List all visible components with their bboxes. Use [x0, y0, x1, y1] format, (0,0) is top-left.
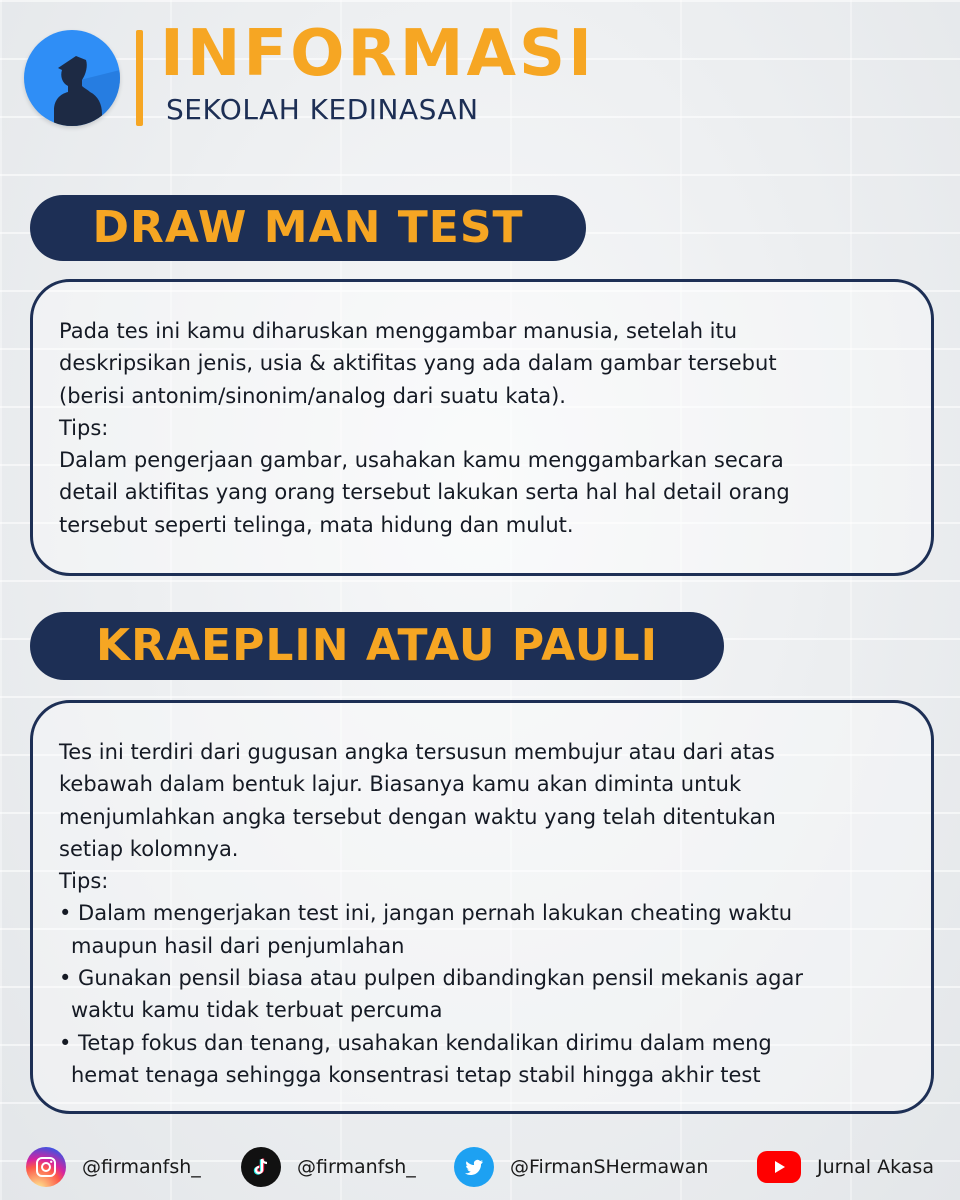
- youtube-icon: [757, 1151, 801, 1183]
- bullet-text: • Gunakan pensil biasa atau pulpen dibandingkan pensil mekanis agar: [59, 966, 803, 991]
- bullet-text: • Tetap fokus dan tenang, usahakan kendalikan dirimu dalam meng: [59, 1030, 772, 1055]
- section-card-kraeplin: [30, 700, 934, 1114]
- section-heading-label: DRAW MAN TEST: [92, 202, 524, 253]
- body-line: Dalam pengerjaan gambar, usahakan kamu menggambarkan secara: [59, 448, 784, 473]
- body-line: Pada tes ini kamu diharuskan menggambar manusia, setelah itu: [59, 319, 738, 343]
- footer-handle: @FirmanSHermawan: [510, 1156, 709, 1178]
- footer-tiktok[interactable]: [241, 1146, 416, 1188]
- page-subtitle: SEKOLAH KEDINASAN: [166, 93, 479, 126]
- section-body: [59, 736, 919, 1091]
- section-body: [59, 315, 915, 541]
- tip-bullet: [59, 897, 919, 962]
- footer-twitter[interactable]: [454, 1146, 708, 1188]
- section-heading-draw-man-test: [30, 195, 586, 261]
- bullet-text-continued: hemat tenaga sehingga konsentrasi tetap stabil hingga akhir test: [71, 1062, 761, 1087]
- footer-handle: @firmanfsh_: [297, 1156, 416, 1178]
- bullet-text-continued: maupun hasil dari penjumlahan: [71, 933, 405, 958]
- footer-youtube[interactable]: [757, 1146, 934, 1188]
- body-line: tersebut seperti telinga, mata hidung dan mulut.: [59, 512, 574, 537]
- section-heading-label: KRAEPLIN ATAU PAULI: [96, 620, 658, 671]
- bullet-text: • Dalam mengerjakan test ini, jangan pernah lakukan cheating waktu: [59, 901, 793, 926]
- tip-bullet: [59, 1027, 919, 1092]
- body-line: menjumlahkan angka tersebut dengan waktu yang telah ditentukan: [59, 804, 776, 829]
- tips-label: Tips:: [59, 869, 109, 894]
- header-divider: [136, 30, 143, 126]
- footer-handle: Jurnal Akasa: [817, 1156, 934, 1178]
- footer-handle: @firmanfsh_: [82, 1156, 201, 1178]
- body-line: detail aktifitas yang orang tersebut lakukan serta hal hal detail orang: [59, 480, 790, 505]
- logo: [24, 30, 120, 126]
- body-line: kebawah dalam bentuk lajur. Biasanya kamu akan diminta untuk: [59, 772, 742, 797]
- body-line: (berisi antonim/sinonim/analog dari suatu kata).: [59, 383, 566, 408]
- body-line: setiap kolomnya.: [59, 836, 239, 861]
- tip-bullet: [59, 962, 919, 1027]
- body-line: deskripsikan jenis, usia & aktifitas yang ada dalam gambar tersebut: [59, 351, 777, 376]
- footer-instagram[interactable]: [26, 1146, 201, 1188]
- tips-label: Tips:: [59, 415, 109, 440]
- section-card-draw-man-test: [30, 279, 934, 576]
- silhouette-logo-icon: [24, 30, 120, 126]
- instagram-icon: [26, 1147, 66, 1187]
- body-line: Tes ini terdiri dari gugusan angka tersusun membujur atau dari atas: [59, 740, 775, 764]
- tiktok-icon: [241, 1147, 281, 1187]
- section-heading-kraeplin: [30, 612, 724, 680]
- bullet-text-continued: waktu kamu tidak terbuat percuma: [71, 998, 443, 1023]
- twitter-icon: [454, 1147, 494, 1187]
- page-title: INFORMASI: [160, 17, 595, 91]
